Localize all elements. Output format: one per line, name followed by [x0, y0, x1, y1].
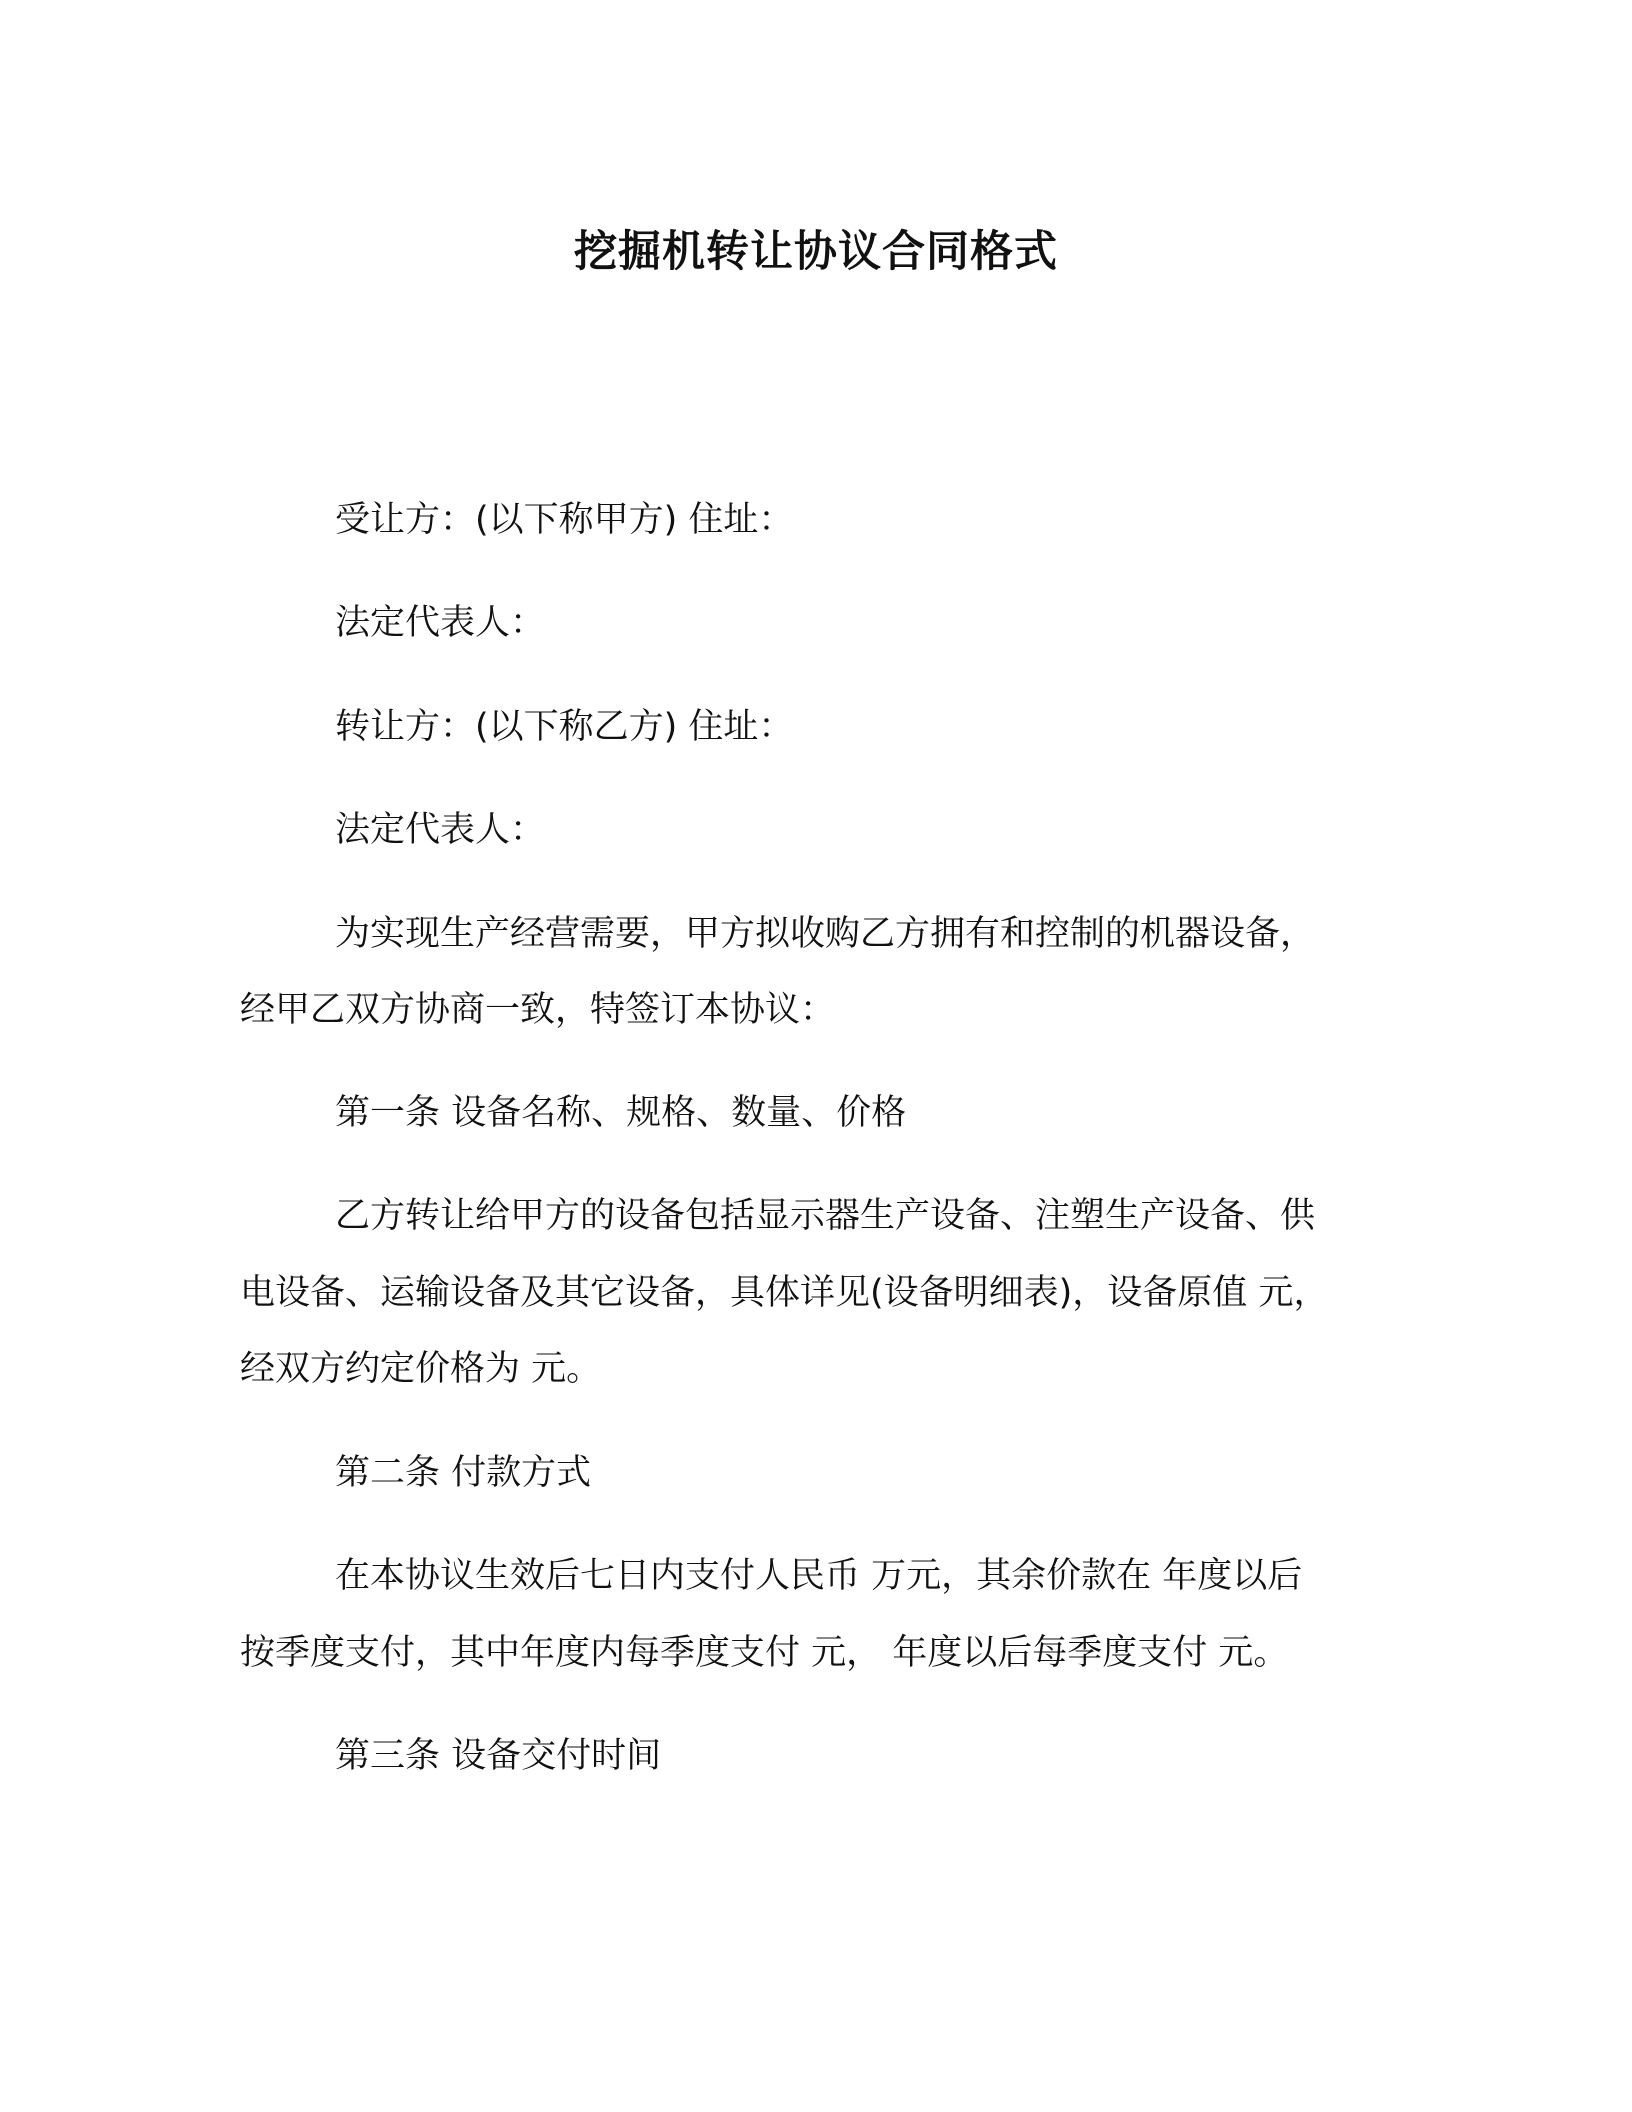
article-2-line-2: 按季度支付，其中年度内每季度支付 元， 年度以后每季度支付 元。: [240, 1633, 1289, 1673]
assignor-line: 转让方：(以下称乙方) 住址：: [335, 707, 794, 747]
article-1-line-3: 经双方约定价格为 元。: [240, 1349, 602, 1389]
preamble-line-1: 为实现生产经营需要，甲方拟收购乙方拥有和控制的机器设备，: [335, 914, 1316, 954]
assignee-representative-line: 法定代表人：: [335, 603, 546, 643]
assignor-representative-line: 法定代表人：: [335, 810, 546, 850]
article-3-heading: 第三条 设备交付时间: [335, 1736, 662, 1776]
preamble-line-2: 经甲乙双方协商一致，特签订本协议：: [240, 990, 836, 1030]
article-1-line-1: 乙方转让给甲方的设备包括显示器生产设备、注塑生产设备、供: [335, 1196, 1316, 1236]
article-2-heading: 第二条 付款方式: [335, 1453, 592, 1493]
article-2-line-1: 在本协议生效后七日内支付人民币 万元，其余价款在 年度以后: [335, 1556, 1303, 1596]
assignee-line: 受让方：(以下称甲方) 住址：: [335, 500, 794, 540]
article-1-heading: 第一条 设备名称、规格、数量、价格: [335, 1093, 907, 1133]
article-1-line-2: 电设备、运输设备及其它设备，具体详见(设备明细表)，设备原值 元，: [240, 1273, 1329, 1313]
document-title: 挖掘机转让协议合同格式: [574, 227, 1058, 277]
